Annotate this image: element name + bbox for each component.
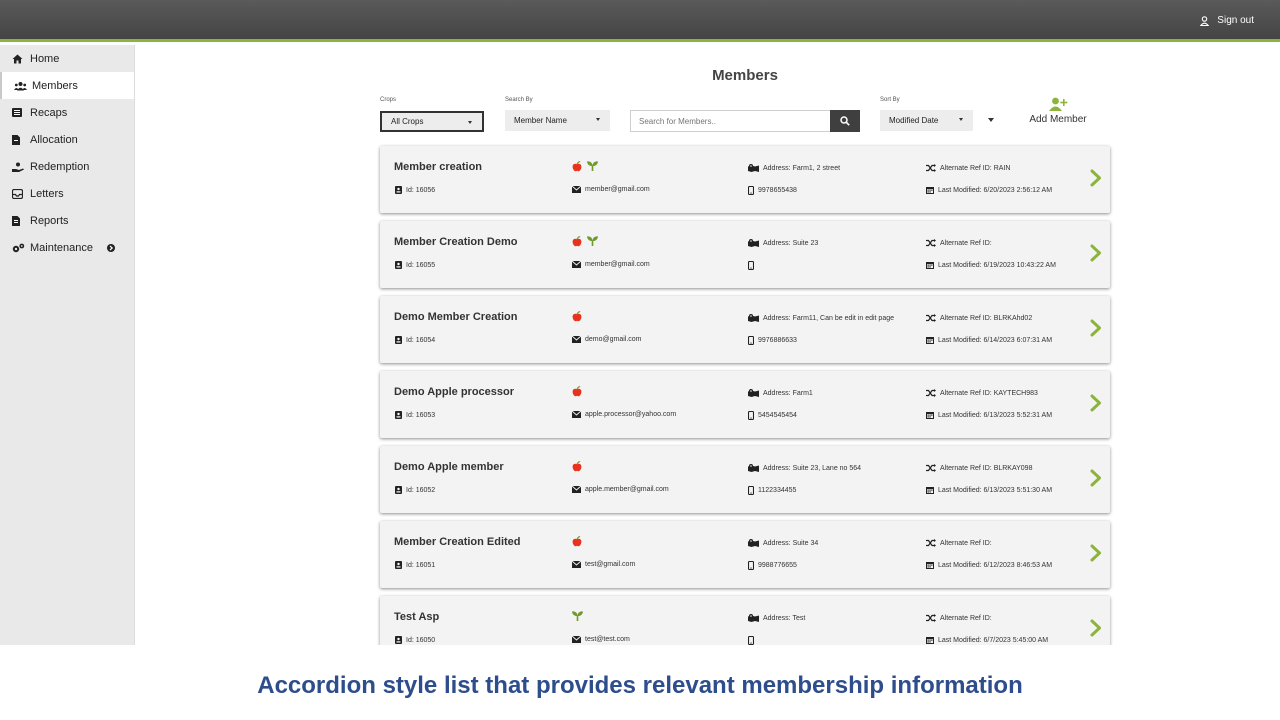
sidebar-item-label: Reports [30,214,69,227]
map-marked-icon [748,614,759,622]
apple-icon [572,386,582,397]
phone-icon [748,261,754,270]
search-icon [840,116,850,126]
member-id-text: Id: 16052 [406,486,436,494]
random-icon [926,539,936,547]
member-crops [572,536,582,547]
sign-out-button[interactable] [1200,15,1254,26]
member-alt-ref-text: Alternate Ref ID: KAYTECH983 [940,389,1038,397]
sidebar-item-letters[interactable] [0,180,134,207]
chevron-right-circle-icon[interactable] [107,244,115,252]
member-last-modified [926,261,1056,269]
member-last-modified-text: Last Modified: 6/12/2023 8:46:53 AM [938,561,1053,569]
id-card-icon [395,336,402,344]
random-icon [926,389,936,397]
member-email [572,636,630,643]
sidebar-item-redemption[interactable] [0,153,134,180]
calendar-icon [926,486,934,494]
member-email [572,261,650,268]
member-email [572,561,635,568]
home-icon [12,54,30,64]
chevron-right-icon[interactable] [1090,169,1102,187]
sidebar-item-recaps[interactable] [0,99,134,126]
apple-icon [572,161,582,172]
member-address [748,464,861,472]
member-email [572,411,676,418]
chevron-right-icon[interactable] [1090,394,1102,412]
member-email-text: test@gmail.com [585,561,636,568]
sort-by-label: Sort By [880,97,900,103]
envelope-icon [572,561,581,568]
file-icon [12,135,30,145]
apple-icon [572,236,582,247]
sort-direction-caret-icon[interactable] [988,118,994,122]
member-card[interactable] [380,596,1110,645]
member-phone [748,636,758,645]
member-address [748,614,805,622]
member-phone [748,186,797,195]
member-address [748,539,818,547]
member-id-text: Id: 16053 [406,411,436,419]
map-marked-icon [748,539,759,547]
member-alt-ref-text: Alternate Ref ID: [940,539,992,547]
seedling-icon [587,161,598,172]
member-alt-ref-text: Alternate Ref ID: [940,614,992,622]
member-address [748,164,840,172]
member-alt-ref-text: Alternate Ref ID: BLRKAY098 [940,464,1033,472]
member-crops [572,311,582,322]
member-alt-ref [926,164,1010,172]
member-name: Demo Apple processor [394,386,515,398]
member-last-modified [926,561,1052,569]
member-last-modified [926,336,1052,344]
member-last-modified-text: Last Modified: 6/14/2023 6:07:31 AM [938,336,1053,344]
member-name: Member creation [394,161,483,173]
search-button[interactable] [830,110,860,132]
member-phone-text: 9978655438 [758,187,797,194]
member-email-text: test@test.com [585,636,630,643]
chevron-right-icon[interactable] [1090,469,1102,487]
member-address-text: Address: Farm1, 2 street [763,164,841,172]
sidebar-item-home[interactable] [0,45,134,72]
chevron-right-icon[interactable] [1090,319,1102,337]
member-last-modified-text: Last Modified: 6/13/2023 5:52:31 AM [938,411,1053,419]
map-marked-icon [748,464,759,472]
sort-by-select[interactable] [880,110,973,131]
sidebar-item-label: Recaps [30,106,68,119]
member-address [748,389,813,397]
calendar-icon [926,336,934,344]
member-last-modified-text: Last Modified: 6/13/2023 5:51:30 AM [938,486,1053,494]
id-card-icon [395,411,402,419]
member-email-text: apple.processor@yahoo.com [585,411,677,418]
sidebar-item-members[interactable] [0,72,134,99]
main-content [135,45,1280,645]
member-crops [572,611,583,621]
users-icon [14,81,32,91]
member-id-text: Id: 16054 [406,336,436,344]
member-id [395,411,435,419]
map-marked-icon [748,239,759,247]
apple-icon [572,536,582,547]
apple-icon [572,461,582,472]
member-alt-ref-text: Alternate Ref ID: BLRKAhd02 [940,314,1033,322]
envelope-icon [572,336,581,343]
member-id [395,486,435,494]
member-id-text: Id: 16055 [406,261,436,269]
phone-icon [748,486,754,495]
member-card[interactable] [380,446,1110,513]
member-address-text: Address: Farm1 [763,389,813,397]
search-by-label: Search By [505,97,533,103]
phone-icon [748,336,754,345]
member-alt-ref [926,314,1032,322]
search-by-select-value: Member Name [514,116,567,125]
member-phone-text: 5454545454 [758,412,797,419]
member-last-modified-text: Last Modified: 6/20/2023 2:56:12 AM [938,186,1053,194]
member-email-text: member@gmail.com [585,186,650,193]
member-alt-ref [926,539,992,547]
member-last-modified [926,186,1052,194]
member-id [395,186,435,194]
sidebar-item-label: Home [30,52,60,65]
id-card-icon [395,261,402,269]
member-alt-ref [926,614,992,622]
sidebar [0,45,135,645]
phone-icon [748,411,754,420]
sidebar-item-label: Letters [30,187,64,200]
member-id [395,261,435,269]
member-crops [572,236,598,247]
member-address-text: Address: Suite 23, Lane no 564 [763,464,862,472]
id-card-icon [395,636,402,644]
member-card[interactable] [380,521,1110,588]
sort-by-select-value: Modified Date [889,116,939,125]
id-card-icon [395,486,402,494]
crops-label: Crops [380,97,397,103]
search-input[interactable] [630,110,831,132]
member-last-modified [926,411,1052,419]
member-email-text: demo@gmail.com [585,336,642,343]
random-icon [926,314,936,322]
hand-holding-icon [12,162,30,172]
member-id [395,336,435,344]
member-address [748,314,894,322]
map-marked-icon [748,314,759,322]
envelope-icon [572,486,581,493]
chevron-right-icon[interactable] [1090,244,1102,262]
member-name: Member Creation Edited [394,536,521,548]
calendar-icon [926,261,934,269]
report-icon [12,216,30,226]
member-alt-ref-text: Alternate Ref ID: RAIN [940,164,1011,172]
member-id [395,561,435,569]
page-title: Members [712,67,778,84]
member-last-modified [926,486,1052,494]
member-name: Demo Apple member [394,461,504,473]
member-address-text: Address: Suite 34 [763,539,819,547]
member-email [572,336,642,343]
member-id [395,636,435,644]
member-phone-text: 9976886633 [758,337,797,344]
member-email [572,186,650,193]
sidebar-item-label: Redemption [30,160,90,173]
calendar-icon [926,186,934,194]
crops-select[interactable] [380,111,484,132]
member-alt-ref [926,464,1032,472]
seedling-icon [572,611,583,621]
member-phone-text: 1122334455 [758,487,797,494]
sidebar-item-label: Members [32,79,78,92]
member-address-text: Address: Farm11, Can be edit in edit page [763,314,895,322]
inbox-icon [12,189,30,199]
member-id-text: Id: 16050 [406,636,436,644]
member-email-text: apple.member@gmail.com [585,486,669,493]
crops-select-value: All Crops [391,117,424,126]
random-icon [926,464,936,472]
caret-down-icon [468,121,472,124]
seedling-icon [587,236,598,247]
phone-icon [748,636,754,645]
member-address-text: Address: Suite 23 [763,239,819,247]
member-email-text: member@gmail.com [585,261,650,268]
user-plus-icon [1049,97,1068,111]
envelope-icon [572,186,581,193]
member-email [572,486,669,493]
top-bar [0,0,1280,42]
caret-down-icon [596,118,600,121]
member-crops [572,386,582,397]
envelope-icon [572,261,581,268]
sidebar-item-label: Allocation [30,133,78,146]
member-last-modified-text: Last Modified: 6/7/2023 5:45:00 AM [938,636,1049,644]
random-icon [926,614,936,622]
calendar-icon [926,411,934,419]
member-address [748,239,818,247]
member-phone [748,411,797,420]
random-icon [926,164,936,172]
map-marked-icon [748,389,759,397]
member-alt-ref-text: Alternate Ref ID: [940,239,992,247]
member-phone [748,336,797,345]
member-name: Test Asp [394,611,440,623]
member-crops [572,161,598,172]
member-name: Demo Member Creation [394,311,518,323]
member-address-text: Address: Test [763,614,806,622]
member-phone-text: 9988776655 [758,562,797,569]
sign-out-label: Sign out [1217,15,1254,26]
envelope-icon [572,411,581,418]
member-phone [748,261,758,270]
member-alt-ref [926,389,1038,397]
cogs-icon [12,243,30,253]
sidebar-item-reports[interactable] [0,207,134,234]
member-id-text: Id: 16051 [406,561,436,569]
member-crops [572,461,582,472]
sidebar-item-label: Maintenance [30,241,93,254]
phone-icon [748,561,754,570]
member-card[interactable] [380,296,1110,363]
envelope-icon [572,636,581,643]
member-last-modified [926,636,1048,644]
caption: Accordion style list that provides relevant membership information [257,672,1023,699]
sidebar-item-maintenance[interactable] [0,234,134,261]
member-card[interactable] [380,221,1110,288]
member-id-text: Id: 16056 [406,186,436,194]
member-last-modified-text: Last Modified: 6/19/2023 10:43:22 AM [938,261,1056,269]
chevron-right-icon[interactable] [1090,619,1102,637]
id-card-icon [395,561,402,569]
add-member-button[interactable] [1026,97,1090,125]
chevron-right-icon[interactable] [1090,544,1102,562]
member-phone [748,486,796,495]
calendar-icon [926,636,934,644]
map-marked-icon [748,164,759,172]
add-member-label: Add Member [1029,114,1087,125]
search-by-select[interactable] [505,110,610,131]
member-card[interactable] [380,146,1110,213]
member-phone [748,561,797,570]
random-icon [926,239,936,247]
caret-down-icon [959,118,963,121]
apple-icon [572,311,582,322]
calendar-icon [926,561,934,569]
id-card-icon [395,186,402,194]
list-icon [12,108,30,117]
member-alt-ref [926,239,992,247]
member-name: Member Creation Demo [394,236,518,248]
member-card[interactable] [380,371,1110,438]
user-icon [1200,16,1209,26]
sidebar-item-allocation[interactable] [0,126,134,153]
phone-icon [748,186,754,195]
